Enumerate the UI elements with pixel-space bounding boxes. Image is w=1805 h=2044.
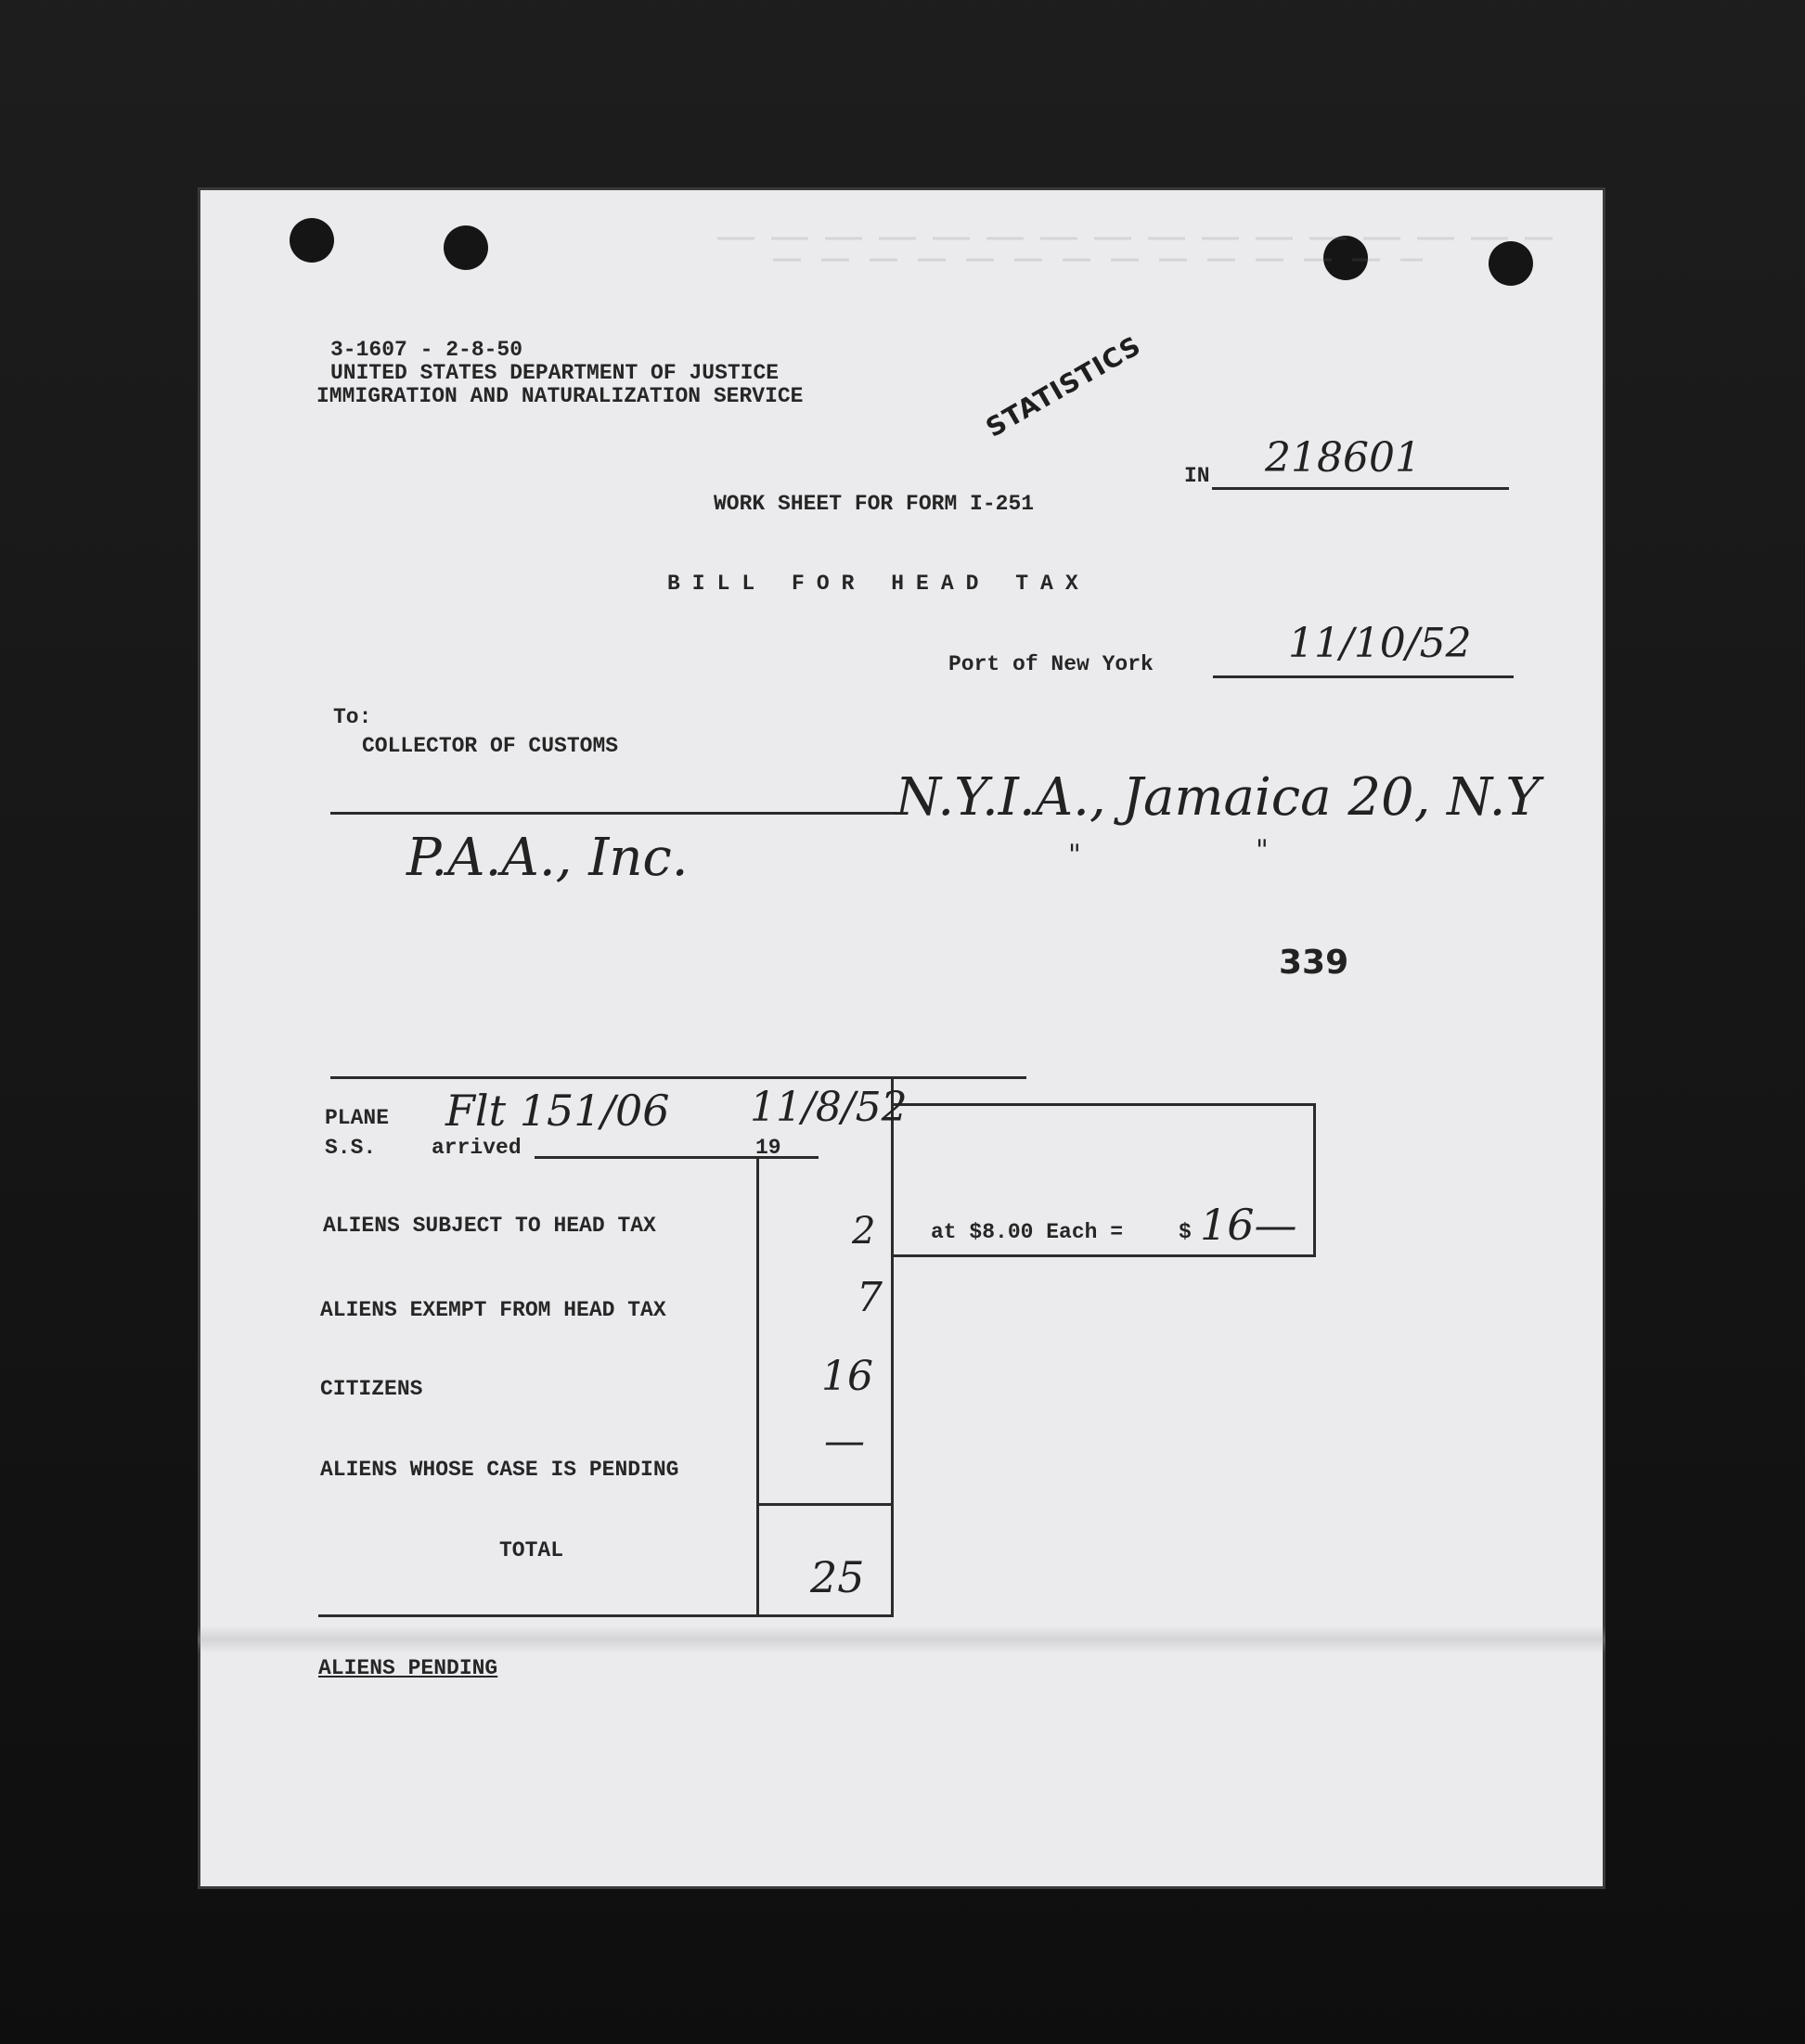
ss-label: S.S. xyxy=(325,1136,377,1160)
in-number-line xyxy=(1212,487,1509,490)
department-name: UNITED STATES DEPARTMENT OF JUSTICE xyxy=(330,361,780,385)
arrived-line xyxy=(535,1156,757,1159)
table-top-line xyxy=(330,1076,1026,1079)
in-number-value: 218601 xyxy=(1265,434,1421,482)
ditto-mark-1: " xyxy=(1068,839,1081,871)
value-column-right xyxy=(891,1076,894,1615)
service-name: IMMIGRATION AND NATURALIZATION SERVICE xyxy=(316,384,804,408)
bill-title: BILL FOR HEAD TAX xyxy=(667,572,1090,596)
port-date: 11/10/52 xyxy=(1288,620,1472,667)
row-value-pending: — xyxy=(824,1418,865,1465)
work-sheet-title: WORK SHEET FOR FORM I-251 xyxy=(714,492,1035,516)
document-page xyxy=(198,187,1605,1889)
form-code: 3-1607 - 2-8-50 xyxy=(330,338,523,362)
tax-currency: $ xyxy=(1179,1220,1192,1244)
recipient: COLLECTOR OF CUSTOMS xyxy=(362,734,619,758)
row-label-exempt: ALIENS EXEMPT FROM HEAD TAX xyxy=(320,1298,666,1322)
arrived-label: arrived xyxy=(432,1136,522,1160)
tax-box-right xyxy=(1313,1103,1316,1257)
in-label: IN xyxy=(1184,464,1210,488)
to-label: To: xyxy=(333,705,372,729)
plane-label: PLANE xyxy=(325,1106,390,1130)
recipient-line xyxy=(330,812,896,815)
aliens-pending-heading: ALIENS PENDING xyxy=(318,1656,498,1680)
bleed-through xyxy=(717,225,1553,280)
row-label-subject: ALIENS SUBJECT TO HEAD TAX xyxy=(323,1214,656,1238)
row-label-citizens: CITIZENS xyxy=(320,1377,423,1401)
year-prefix: 19 xyxy=(755,1136,781,1160)
total-label: TOTAL xyxy=(499,1538,564,1562)
row-value-subject: 2 xyxy=(852,1210,876,1253)
statistics-stamp: STATISTICS xyxy=(980,329,1147,444)
punch-hole-2 xyxy=(444,225,488,270)
punch-hole-1 xyxy=(290,218,334,263)
total-divider xyxy=(756,1503,894,1506)
flight-number: Flt 151/06 xyxy=(445,1086,670,1136)
row-label-pending: ALIENS WHOSE CASE IS PENDING xyxy=(320,1458,679,1482)
airline-handwritten: P.A.A., Inc. xyxy=(406,828,689,888)
sheet-number: 339 xyxy=(1279,944,1349,982)
row-value-citizens: 16 xyxy=(821,1353,873,1400)
tax-rate-label: at $8.00 Each = xyxy=(931,1220,1124,1244)
value-column-left xyxy=(756,1156,759,1615)
total-value: 25 xyxy=(810,1552,865,1602)
airport-handwritten: N.Y.I.A., Jamaica 20, N.Y xyxy=(896,767,1541,828)
tax-box-bottom xyxy=(892,1254,1315,1257)
port-date-line xyxy=(1213,675,1514,678)
arrival-date: 11/8/52 xyxy=(750,1084,908,1131)
scan-streak xyxy=(198,1626,1605,1653)
row-value-exempt: 7 xyxy=(857,1274,883,1321)
port-label: Port of New York xyxy=(948,652,1154,676)
tax-amount: 16— xyxy=(1200,1200,1297,1250)
ditto-mark-2: " xyxy=(1256,834,1269,867)
table-bottom-line xyxy=(318,1614,894,1617)
tax-box-top xyxy=(892,1103,1315,1106)
